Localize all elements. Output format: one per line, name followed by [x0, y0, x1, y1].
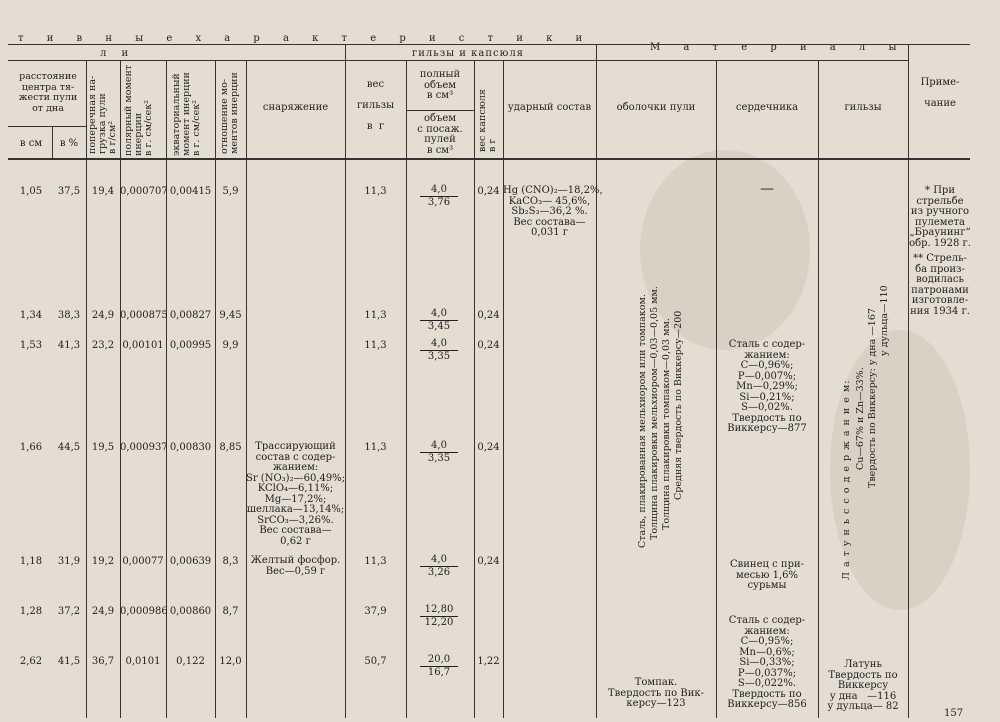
volume-fraction	[420, 554, 458, 579]
jacket-rotated-3: Толщина плакировки томпаком—0,03 мм.	[661, 318, 672, 530]
cell-polar: 0,000707	[120, 186, 168, 197]
cell-cm: 1,28	[19, 606, 43, 617]
cell-case_w: 37,9	[364, 606, 387, 617]
cell-primer_w: 0,24	[477, 442, 500, 453]
cell-load: 23,2	[91, 340, 115, 351]
cell-primer_w: 0,24	[477, 310, 500, 321]
volume-seated: 3,26	[427, 567, 451, 578]
cell-polar: 0,000986	[120, 606, 168, 617]
cell-eq: 0,00830	[169, 442, 212, 453]
col-equipment: снаряжение	[262, 102, 329, 113]
col-core: сердечника	[735, 102, 799, 113]
jacket-rotated-1: Сталь, плакированная мельхиором или томпаком.	[637, 294, 648, 548]
col-case: гильзы	[844, 102, 882, 113]
col-distance-cm: в см	[19, 138, 43, 149]
banner-left: т и в н ы е х а р а к т е р и с т и к и	[18, 33, 593, 44]
cell-cm: 1,53	[19, 340, 43, 351]
col-case-weight: вес гильзы в г	[356, 79, 395, 132]
cell-pct: 37,2	[57, 606, 81, 617]
cell-case_w: 11,3	[364, 310, 387, 321]
col-bullet-jacket: оболочки пули	[616, 102, 696, 113]
cell-case_w: 11,3	[364, 556, 387, 567]
cell-ratio: 12,0	[219, 656, 242, 667]
cell-polar: 0,000875	[120, 310, 168, 321]
case-rotated-2: Cu—67% и Zn—33%.	[855, 367, 866, 470]
cell-case_w: 11,3	[364, 442, 387, 453]
cell-case_w: 11,3	[364, 340, 387, 351]
cell-cm: 1,34	[19, 310, 43, 321]
volume-fraction	[420, 308, 458, 333]
col-polar-moment: полярный момент инерции в г. см/сек²	[123, 64, 154, 156]
cell-load: 19,4	[91, 186, 115, 197]
case-rotated-4: у дульца—110	[879, 285, 890, 356]
col-notes: Приме- чание	[920, 77, 960, 109]
note-2: ** Стрель- ба произ- водилась патронами изготовле- ния 1934 г.	[910, 253, 970, 317]
cell-pct: 38,3	[57, 310, 81, 321]
phosphorus-note: Желтый фосфор. Вес—0,59 г	[250, 555, 341, 577]
volume-full: 4,0	[420, 308, 458, 321]
col-primer-weight: вес капсюля в г	[477, 89, 498, 152]
volume-fraction	[420, 184, 458, 209]
cell-polar: 0,000937	[120, 442, 168, 453]
cell-polar: 0,00101	[122, 340, 164, 351]
volume-full: 20,0	[420, 654, 458, 667]
subheader-mid: гильзы и капсюля	[412, 48, 524, 59]
volume-seated: 16,7	[427, 667, 451, 678]
cell-polar: 0,00077	[122, 556, 164, 567]
cell-primer_w: 0,24	[477, 556, 500, 567]
page-number: 157	[944, 708, 964, 719]
cell-ratio: 8,3	[222, 556, 239, 567]
cell-eq: 0,00639	[169, 556, 212, 567]
banner-right: М а т е р и а л ы	[650, 42, 907, 53]
cell-eq: 0,00995	[169, 340, 212, 351]
cell-eq: 0,122	[176, 656, 205, 667]
volume-seated: 12,20	[424, 617, 454, 628]
core-steel-2: Сталь с содер- жанием: C—0,95%; Mn—0,6%; Si—0,33%; P—0,037%; S—0,022%. Твердость по Виккерсу—856	[727, 615, 807, 710]
cell-case_w: 50,7	[364, 656, 387, 667]
cell-load: 36,7	[91, 656, 115, 667]
cell-eq: 0,00860	[169, 606, 212, 617]
col-volume-seated: объем с посаж. пулей в см³	[417, 113, 463, 156]
core-dash: —	[760, 181, 774, 197]
cell-primer_w: 0,24	[477, 186, 500, 197]
cell-primer_w: 0,24	[477, 340, 500, 351]
cell-load: 24,9	[91, 606, 115, 617]
volume-fraction	[420, 440, 458, 465]
cell-pct: 37,5	[57, 186, 81, 197]
volume-fraction	[420, 654, 458, 679]
tracer-composition: Трассирующий состав с содер- жанием: Sr (NO₃)₂—60,49%; KClO₄—6,11%; Mg—17,2%; шеллака—13,14%; SrCO₃—3,26%. Вес состава— 0,62 г	[246, 441, 346, 547]
volume-full: 12,80	[420, 604, 458, 617]
cell-eq: 0,00415	[169, 186, 212, 197]
volume-full: 4,0	[420, 184, 458, 197]
cell-ratio: 9,9	[222, 340, 239, 351]
volume-full: 4,0	[420, 440, 458, 453]
cell-pct: 31,9	[57, 556, 81, 567]
cell-cm: 1,05	[19, 186, 43, 197]
cell-load: 19,5	[91, 442, 115, 453]
case-rotated-3: Твердость по Виккерсу: у дна —167	[867, 308, 878, 488]
cell-polar: 0,0101	[125, 656, 161, 667]
cell-cm: 1,18	[19, 556, 43, 567]
cell-primer_w: 1,22	[477, 656, 500, 667]
cell-load: 24,9	[91, 310, 115, 321]
jacket-rotated-2: Толщина плакировки мельхиором—0,03—0,05 мм.	[649, 286, 660, 540]
col-transverse-load: поперечная на- грузка пули в г/см²	[87, 75, 118, 154]
cell-eq: 0,00827	[169, 310, 212, 321]
col-equatorial-moment: экваториальный момент инерции в г. см/сек²	[171, 72, 202, 156]
note-1: * При стрельбе из ручного пулемета „Браунинг“ обр. 1928 г.	[909, 185, 971, 249]
primer-composition: Hg (CNO)₂—18,2%, KaCO₃— 45,6%, Sb₂S₃—36,2 %. Вес состава— 0,031 г	[503, 185, 603, 238]
volume-fraction	[420, 604, 458, 629]
core-lead: Свинец с при- месью 1,6% сурьмы	[729, 559, 805, 591]
cell-load: 19,2	[91, 556, 115, 567]
volume-seated: 3,35	[427, 351, 451, 362]
cell-pct: 41,5	[57, 656, 81, 667]
cell-pct: 44,5	[57, 442, 81, 453]
case-brass: Латунь Твердость по Виккерсу у дна —116 у дульца— 82	[827, 659, 899, 712]
volume-full: 4,0	[420, 554, 458, 567]
col-total-volume: полный объем в см³	[419, 69, 461, 101]
jacket-tompak: Томпак. Твердость по Вик- керсу—123	[607, 677, 705, 709]
case-rotated-1: Л а т у н ь с с о д е р ж а н и е м:	[841, 379, 852, 580]
volume-seated: 3,76	[427, 197, 451, 208]
volume-seated: 3,45	[427, 321, 451, 332]
cell-ratio: 8,7	[222, 606, 239, 617]
col-distance-pct: в %	[59, 138, 79, 149]
volume-fraction	[420, 338, 458, 363]
cell-cm: 1,66	[19, 442, 43, 453]
core-steel-1: Сталь с содер- жанием: C—0,96%; P—0,007%; Mn—0,29%; Si—0,21%; S—0,02%. Твердость по Виккерсу—877	[727, 339, 807, 434]
cell-ratio: 5,9	[222, 186, 239, 197]
cell-pct: 41,3	[57, 340, 81, 351]
subheader-left: л и	[100, 48, 135, 59]
col-distance: расстояние центра тя- жести пули от дна	[18, 71, 78, 114]
jacket-rotated-4: Средняя твердость по Виккерсу—200	[673, 310, 684, 500]
col-moment-ratio: отношение мо- ментов инерции	[219, 72, 240, 154]
cell-ratio: 9,45	[219, 310, 242, 321]
cell-case_w: 11,3	[364, 186, 387, 197]
volume-seated: 3,35	[427, 453, 451, 464]
cell-cm: 2,62	[19, 656, 43, 667]
cell-ratio: 8,85	[219, 442, 242, 453]
col-primer-composition: ударный состав	[507, 102, 592, 113]
volume-full: 4,0	[420, 338, 458, 351]
